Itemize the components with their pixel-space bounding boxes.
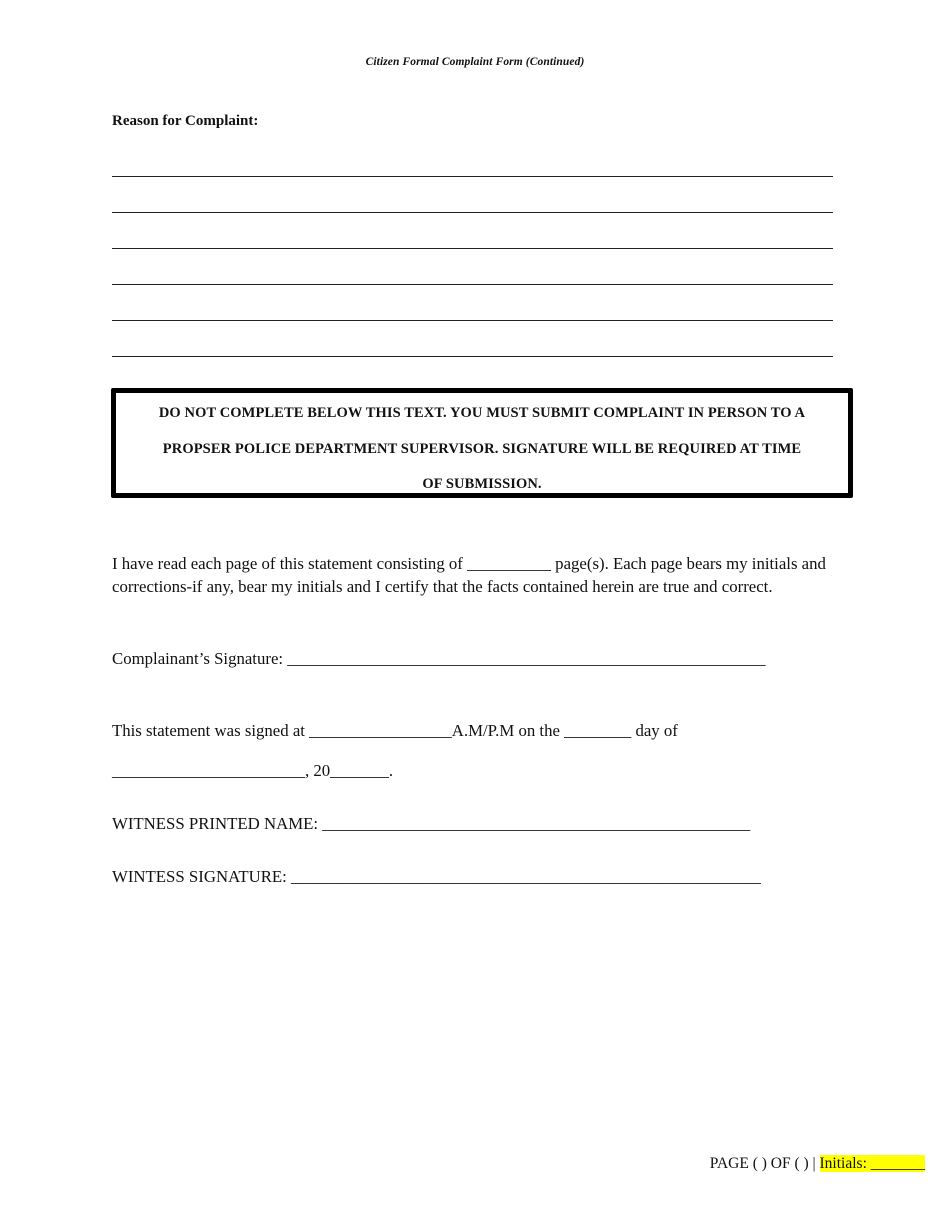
- page-header: Citizen Formal Complaint Form (Continued): [365, 56, 585, 68]
- complaint-line-5[interactable]: [112, 320, 833, 321]
- signed-time-field[interactable]: This statement was signed at _________________A.M/P.M on the ________ day of: [112, 721, 678, 740]
- complaint-reason-lines[interactable]: [112, 0, 834, 400]
- complaint-line-4[interactable]: [112, 284, 833, 285]
- initials-field[interactable]: Initials: _______: [819, 1155, 925, 1172]
- certification-statement: I have read each page of this statement consisting of __________ page(s). Each page bears my initials and corrections-if any, bear my initials and I certify that the facts contained herein are true and correct.: [112, 554, 826, 596]
- page-footer: [710, 1155, 925, 1173]
- page-count-text: PAGE ( ) OF ( ) |: [709, 1155, 820, 1172]
- complaint-line-3[interactable]: [112, 248, 833, 249]
- reason-for-complaint-label: Reason for Complaint:: [112, 113, 259, 129]
- complaint-line-1[interactable]: [112, 176, 833, 177]
- complainant-signature-field[interactable]: Complainant’s Signature: _________________________________________________________: [112, 649, 766, 668]
- complaint-line-6[interactable]: [112, 356, 833, 357]
- witness-printed-name-field[interactable]: WITNESS PRINTED NAME: ___________________________________________________: [112, 814, 751, 833]
- witness-signature-field[interactable]: WINTESS SIGNATURE: ________________________________________________________: [112, 867, 761, 886]
- do-not-complete-notice: [111, 388, 853, 498]
- signed-date-field[interactable]: _______________________, 20_______.: [112, 761, 394, 780]
- notice-line-2: PROPSER POLICE DEPARTMENT SUPERVISOR. SIGNATURE WILL BE REQUIRED AT TIME: [162, 440, 802, 457]
- complaint-line-2[interactable]: [112, 212, 833, 213]
- notice-line-3: OF SUBMISSION.: [422, 476, 542, 492]
- notice-line-1: DO NOT COMPLETE BELOW THIS TEXT. YOU MUST SUBMIT COMPLAINT IN PERSON TO A: [158, 405, 806, 421]
